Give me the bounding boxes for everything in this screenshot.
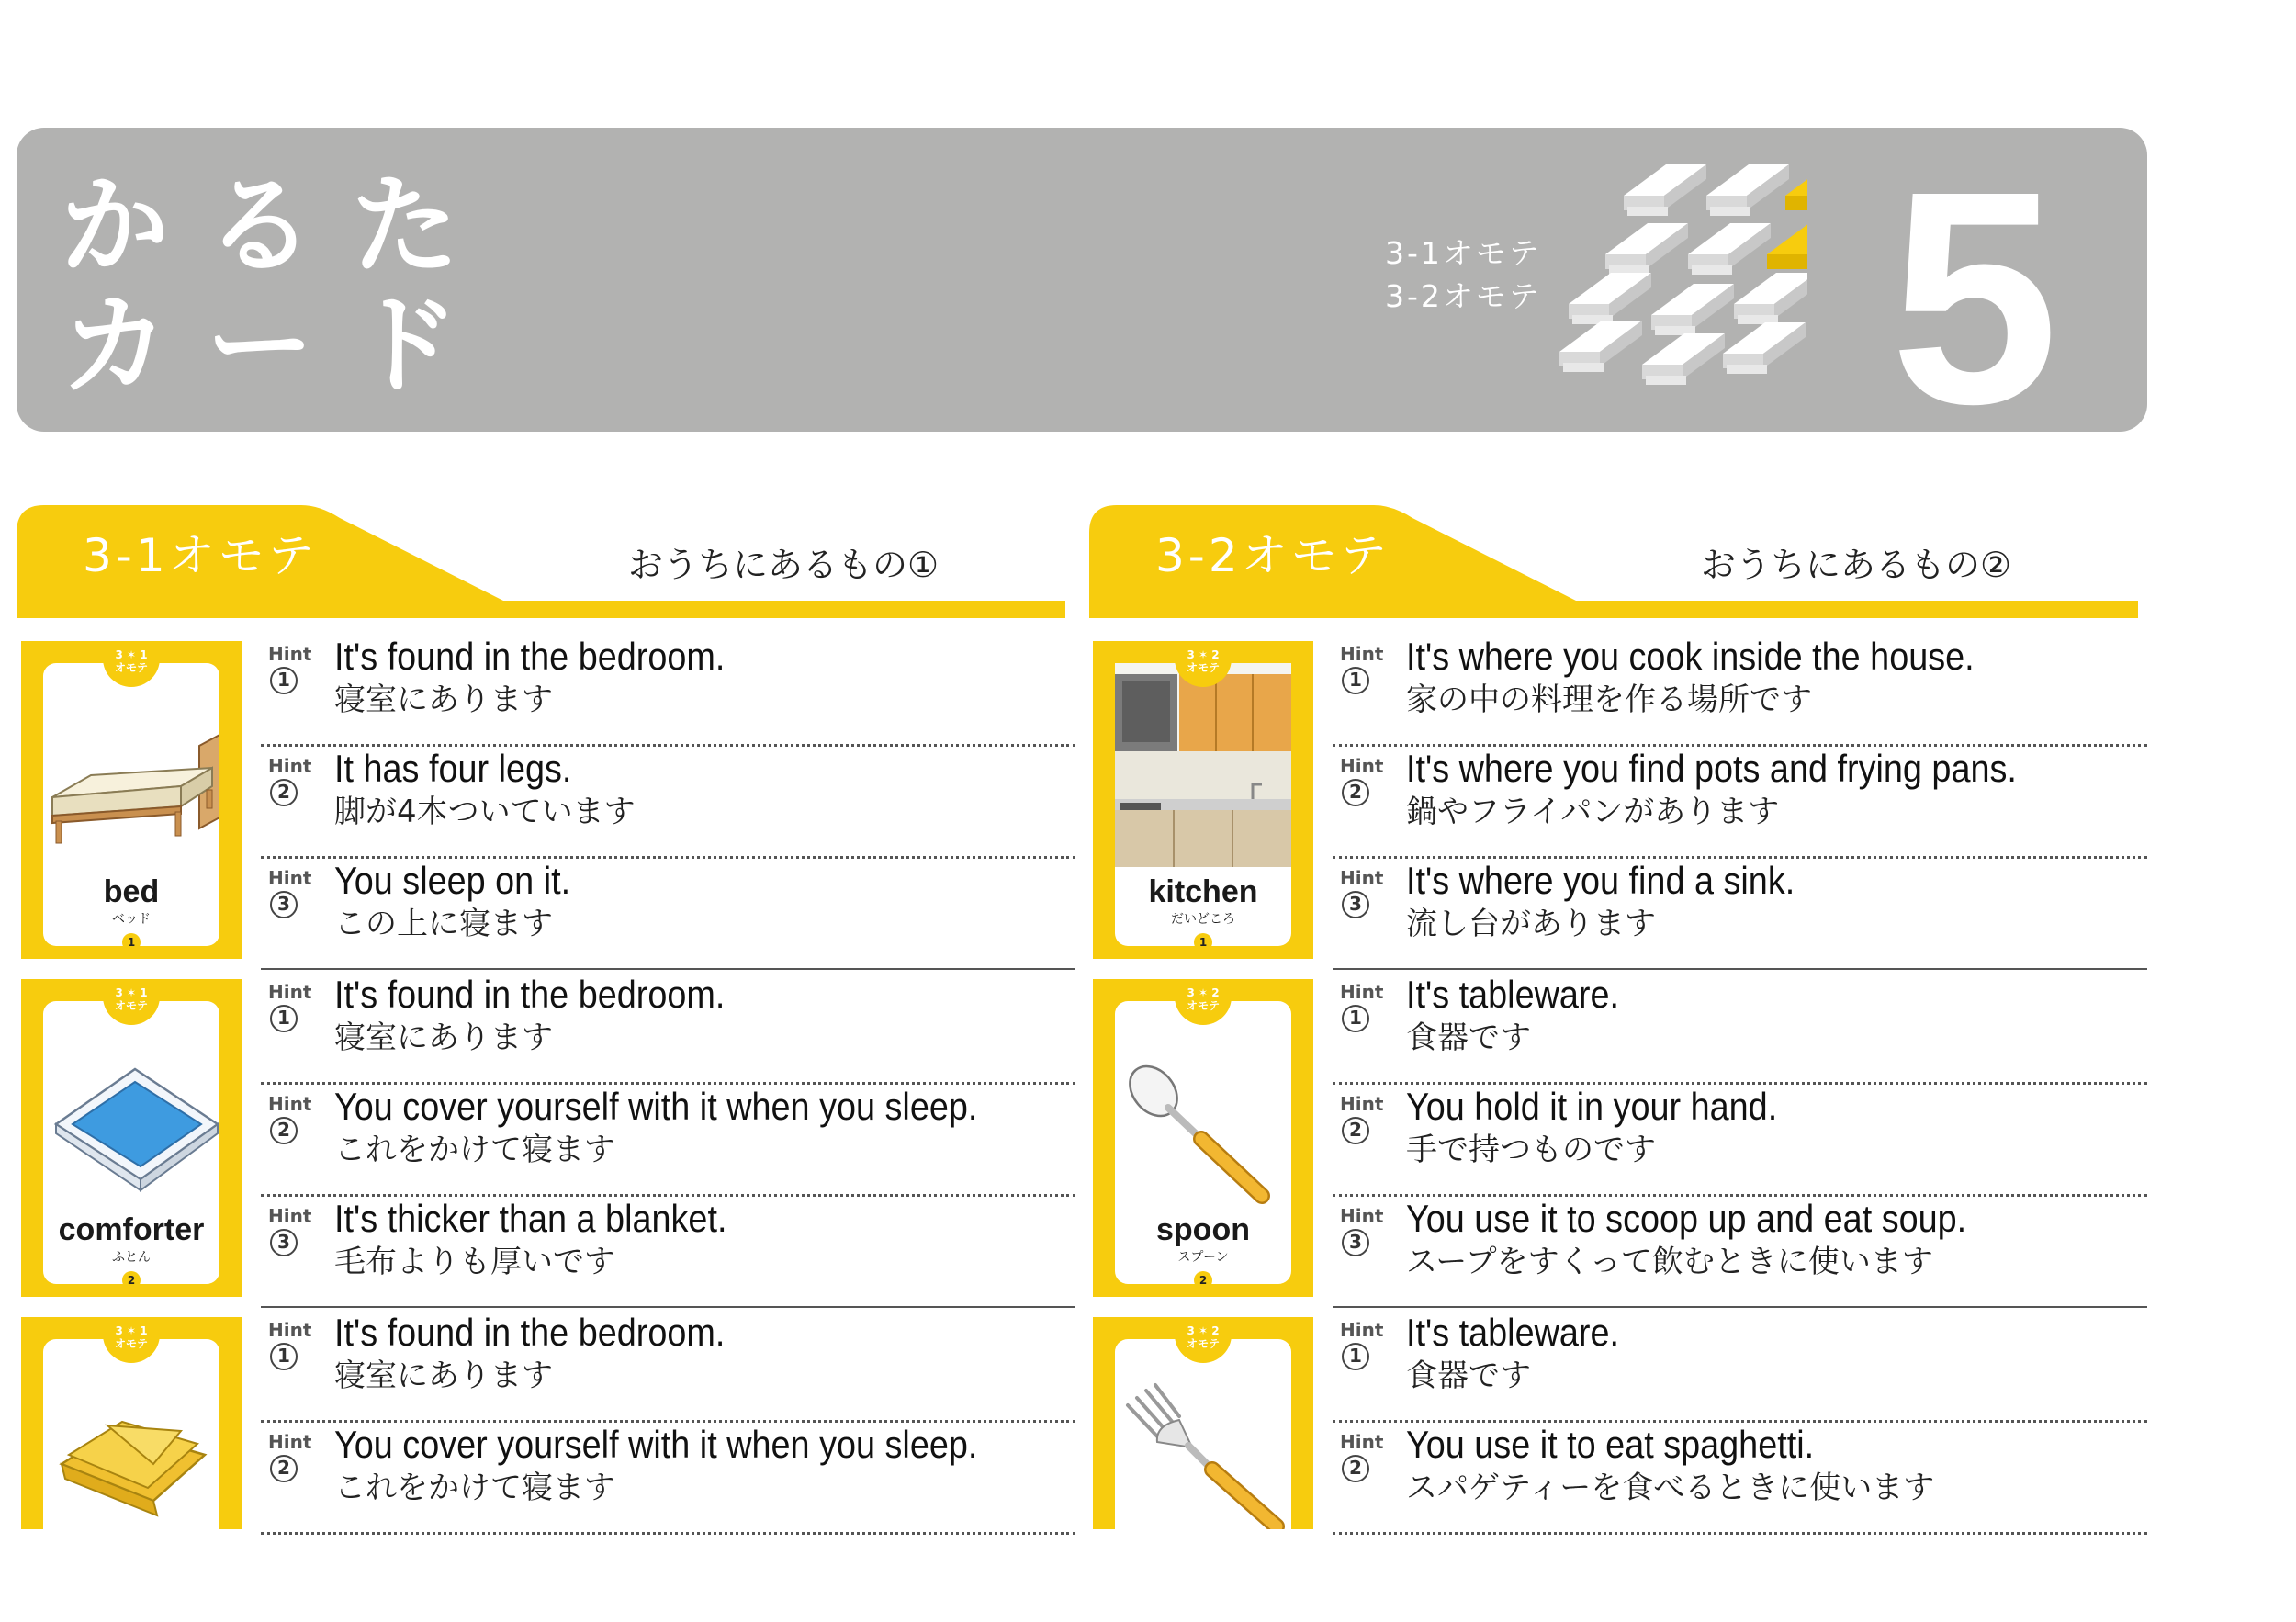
section-code: 3-1オモテ xyxy=(83,529,318,582)
hint-number: 1 xyxy=(1342,667,1369,694)
hint-english: You sleep on it. xyxy=(334,859,571,902)
hint-english: You hold it in your hand. xyxy=(1406,1085,1778,1128)
card-number: 1 xyxy=(122,933,141,952)
page-title-line1: かるた xyxy=(61,163,497,289)
hint-number: 1 xyxy=(1342,1005,1369,1032)
hint-english: It has four legs. xyxy=(334,747,572,790)
hint-row xyxy=(261,1308,1075,1423)
blanket-icon xyxy=(43,1354,219,1529)
hint-english: It's thicker than a blanket. xyxy=(334,1197,727,1240)
hint-label: Hint xyxy=(1340,755,1384,777)
hint-row xyxy=(261,744,1075,859)
hint-japanese: これをかけて寝ます xyxy=(334,1470,615,1506)
set-label: 3-2オモテ xyxy=(1385,278,1542,314)
card-tab: 3 ✶ 2 オモテ xyxy=(1175,1321,1232,1363)
hint-english: You cover yourself with it when you sleep. xyxy=(334,1423,978,1466)
hint-english: It's tableware. xyxy=(1406,973,1620,1016)
card-tab: 3 ✶ 2 オモテ xyxy=(1175,983,1232,1025)
card-kana: ベッド xyxy=(112,912,151,927)
hint-row xyxy=(1333,744,2147,859)
card-blanket xyxy=(21,1317,242,1529)
hint-english: It's where you find a sink. xyxy=(1406,859,1795,902)
kitchen-icon xyxy=(1115,663,1291,867)
hint-row xyxy=(261,856,1075,970)
card-word: kitchen xyxy=(1148,874,1258,909)
hint-english: You use it to eat spaghetti. xyxy=(1406,1423,1815,1466)
hint-japanese: 脚が4本ついています xyxy=(334,794,636,830)
hint-japanese: スープをすくって飲むときに使います xyxy=(1406,1244,1933,1280)
hint-japanese: 手で持つものです xyxy=(1406,1132,1656,1168)
hint-japanese: この上に寝ます xyxy=(334,906,553,942)
card-stack-icon xyxy=(1532,164,1807,403)
hint-row xyxy=(1333,856,2147,970)
hint-japanese: 流し台があります xyxy=(1406,906,1656,942)
hint-row xyxy=(261,1420,1075,1535)
bed-icon xyxy=(43,678,219,871)
card-number: 1 xyxy=(1194,933,1212,952)
card-tab: 3 ✶ 1 オモテ xyxy=(103,1321,160,1363)
hint-english: It's where you cook inside the house. xyxy=(1406,635,1975,678)
card-tab: 3 ✶ 2 オモテ xyxy=(1175,645,1232,687)
hint-label: Hint xyxy=(1340,981,1384,1003)
spoon-icon xyxy=(1115,1016,1291,1209)
section-header-right xyxy=(1089,505,2138,618)
hint-english: It's tableware. xyxy=(1406,1311,1620,1354)
hint-row xyxy=(1333,632,2147,747)
hint-number: 2 xyxy=(1342,1455,1369,1482)
section-subtitle: おうちにあるもの② xyxy=(1701,545,2012,585)
card-tab: 3 ✶ 1 オモテ xyxy=(103,645,160,687)
card-kana: スプーン xyxy=(1177,1250,1229,1265)
hint-number: 2 xyxy=(270,1455,298,1482)
hint-label: Hint xyxy=(268,1319,312,1341)
hint-label: Hint xyxy=(268,1431,312,1453)
hint-english: It's found in the bedroom. xyxy=(334,635,726,678)
card-word: spoon xyxy=(1156,1212,1250,1247)
hint-english: You use it to scoop up and eat soup. xyxy=(1406,1197,1967,1240)
hint-number: 3 xyxy=(1342,891,1369,918)
hint-label: Hint xyxy=(1340,1431,1384,1453)
card-spoon xyxy=(1093,979,1313,1297)
card-word: comforter xyxy=(58,1212,205,1247)
hint-row xyxy=(261,1082,1075,1197)
section-subtitle: おうちにあるもの① xyxy=(628,545,940,585)
hint-row xyxy=(1333,970,2147,1085)
section-header-left xyxy=(17,505,1065,618)
hint-label: Hint xyxy=(268,1093,312,1115)
hint-english: It's found in the bedroom. xyxy=(334,973,726,1016)
hint-label: Hint xyxy=(268,981,312,1003)
hint-english: You cover yourself with it when you sleep. xyxy=(334,1085,978,1128)
hint-row xyxy=(261,632,1075,747)
unit-number: 5 xyxy=(1890,128,2059,467)
card-fork xyxy=(1093,1317,1313,1529)
hint-label: Hint xyxy=(1340,643,1384,665)
hint-label: Hint xyxy=(1340,1205,1384,1227)
hint-label: Hint xyxy=(1340,1093,1384,1115)
hint-english: It's found in the bedroom. xyxy=(334,1311,726,1354)
hint-japanese: 寝室にあります xyxy=(334,1357,553,1394)
card-bed xyxy=(21,641,242,959)
card-number: 2 xyxy=(122,1271,141,1290)
page-title-line2: カード xyxy=(61,282,497,409)
hint-label: Hint xyxy=(268,643,312,665)
hint-japanese: 鍋やフライパンがあります xyxy=(1406,794,1780,830)
card-kana: ふとん xyxy=(112,1250,151,1265)
card-number: 2 xyxy=(1194,1271,1212,1290)
hint-japanese: 食器です xyxy=(1406,1019,1531,1056)
card-tab: 3 ✶ 1 オモテ xyxy=(103,983,160,1025)
hint-number: 3 xyxy=(270,891,298,918)
hint-number: 1 xyxy=(270,1343,298,1370)
hint-label: Hint xyxy=(268,867,312,889)
hint-number: 1 xyxy=(270,1005,298,1032)
hint-number: 2 xyxy=(1342,779,1369,806)
card-kana: だいどころ xyxy=(1171,912,1235,927)
hint-number: 2 xyxy=(270,1117,298,1144)
hint-label: Hint xyxy=(268,1205,312,1227)
hint-label: Hint xyxy=(1340,1319,1384,1341)
hint-japanese: 食器です xyxy=(1406,1357,1531,1394)
section-code: 3-2オモテ xyxy=(1155,529,1390,582)
hint-number: 1 xyxy=(270,667,298,694)
hint-number: 3 xyxy=(1342,1229,1369,1256)
hint-row xyxy=(1333,1082,2147,1197)
hint-japanese: 寝室にあります xyxy=(334,681,553,718)
hint-japanese: これをかけて寝ます xyxy=(334,1132,615,1168)
hint-japanese: 家の中の料理を作る場所です xyxy=(1406,681,1812,718)
hint-row xyxy=(1333,1194,2147,1308)
hint-japanese: スパゲティーを食べるときに使います xyxy=(1406,1470,1935,1506)
hint-row xyxy=(261,1194,1075,1308)
card-comforter xyxy=(21,979,242,1297)
hint-number: 3 xyxy=(270,1229,298,1256)
set-list xyxy=(1385,231,1542,318)
hint-row xyxy=(261,970,1075,1085)
comforter-icon xyxy=(43,1016,219,1209)
card-word: bed xyxy=(103,874,160,909)
hint-japanese: 毛布よりも厚いです xyxy=(334,1244,615,1280)
card-kitchen xyxy=(1093,641,1313,959)
hint-number: 1 xyxy=(1342,1343,1369,1370)
hint-japanese: 寝室にあります xyxy=(334,1019,553,1056)
header-banner xyxy=(17,128,2147,467)
hint-english: It's where you find pots and frying pans. xyxy=(1406,747,2017,790)
hint-number: 2 xyxy=(1342,1117,1369,1144)
hint-row xyxy=(1333,1420,2147,1535)
hint-label: Hint xyxy=(268,755,312,777)
fork-icon xyxy=(1115,1354,1291,1529)
hint-row xyxy=(1333,1308,2147,1423)
set-label: 3-1オモテ xyxy=(1385,235,1542,271)
hint-number: 2 xyxy=(270,779,298,806)
hint-label: Hint xyxy=(1340,867,1384,889)
